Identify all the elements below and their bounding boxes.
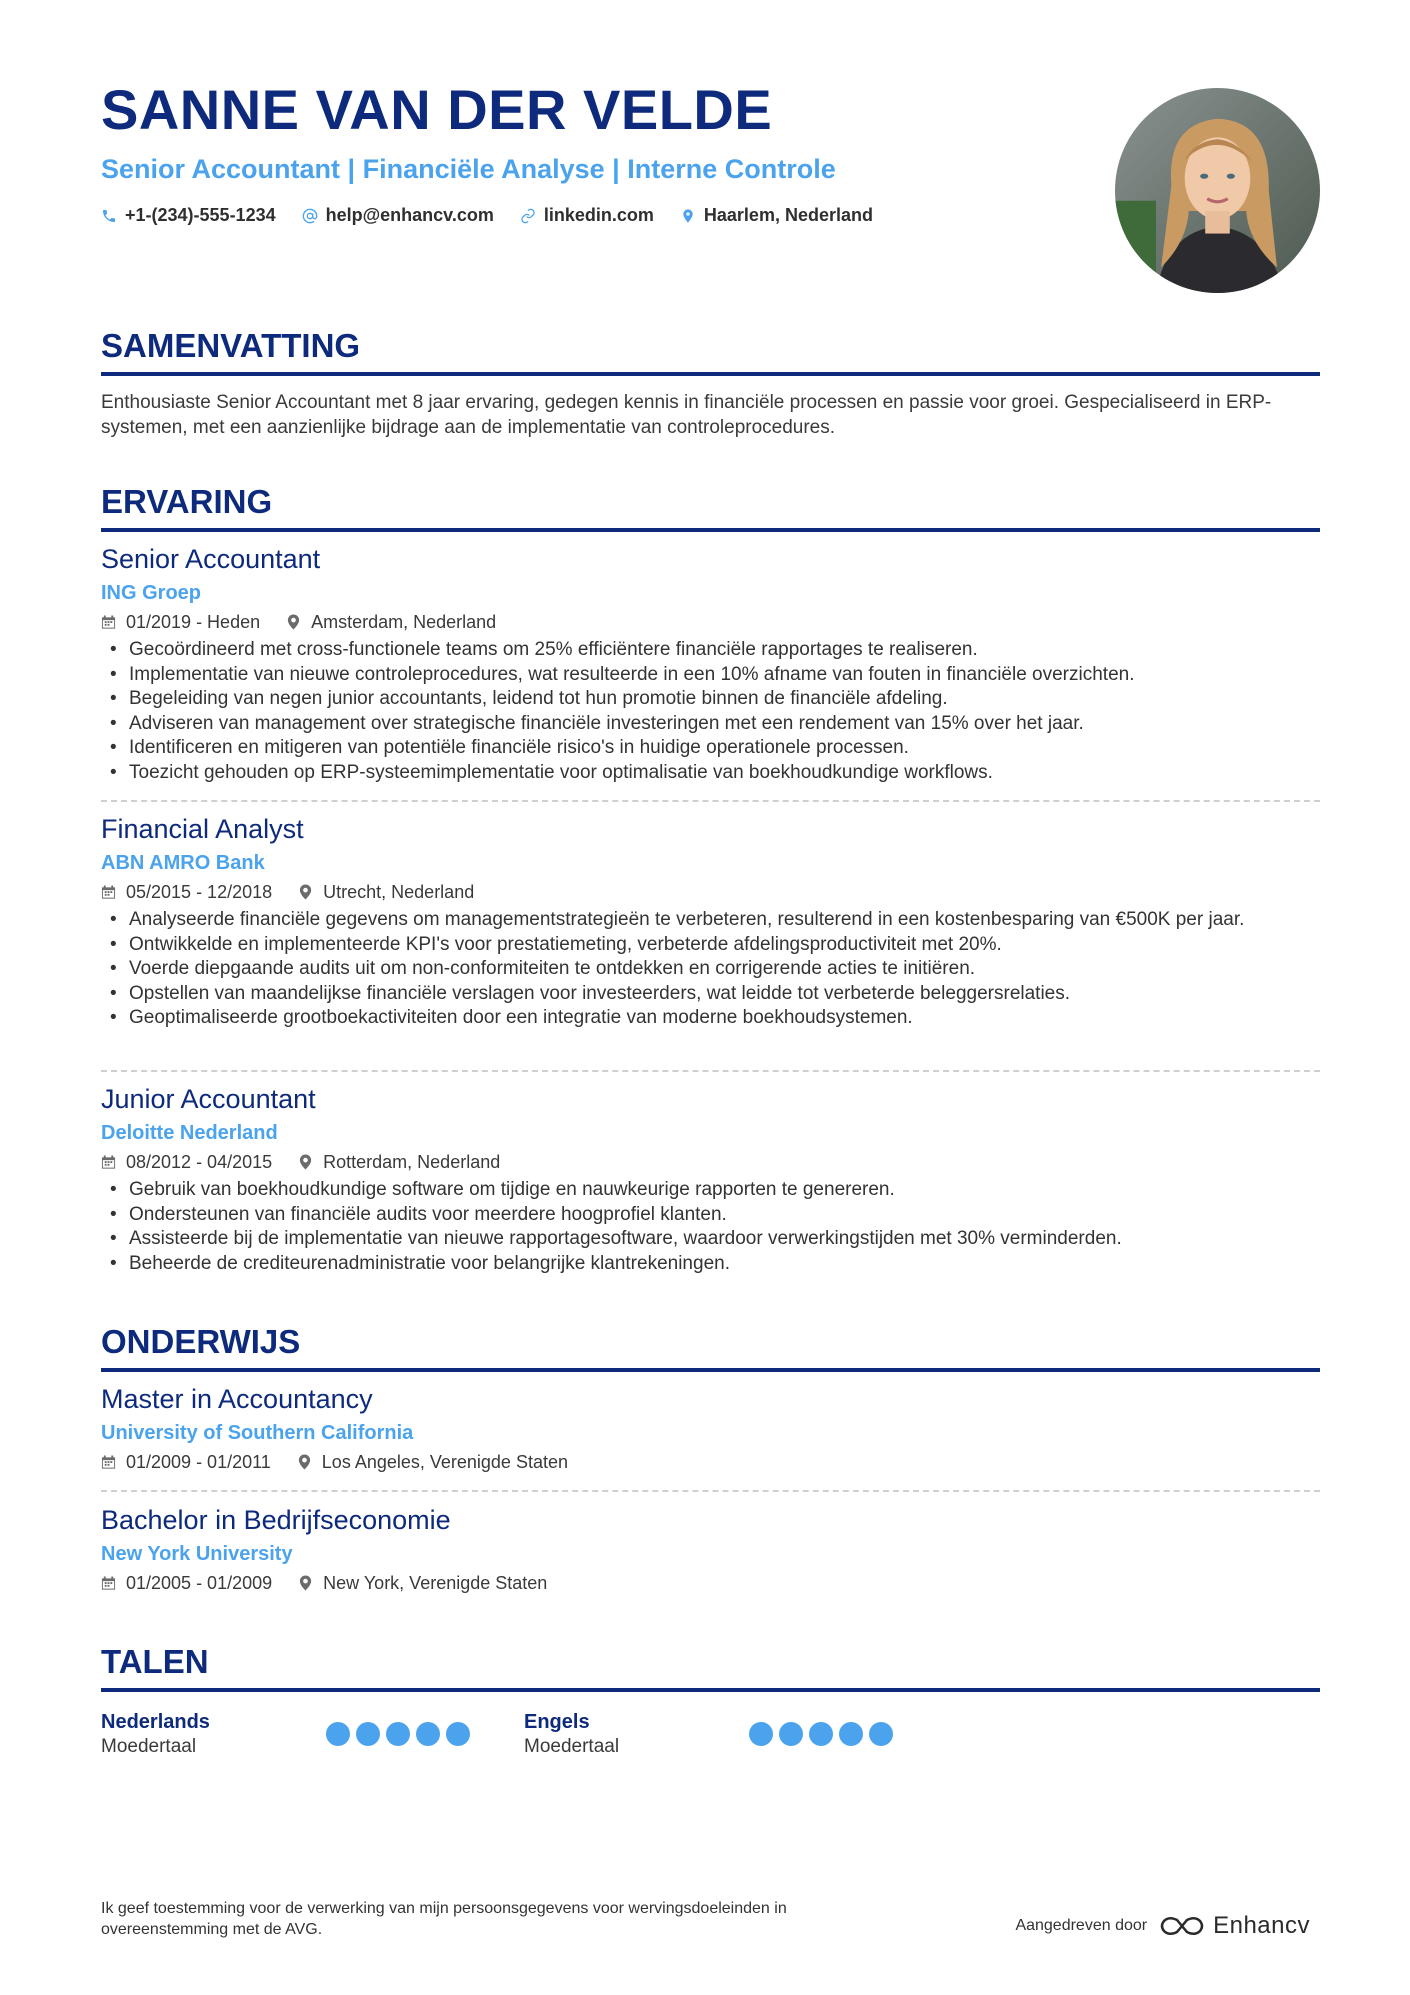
language-item	[524, 1710, 924, 1760]
dates-text: 01/2019 - Heden	[126, 612, 261, 632]
education-entry	[101, 1382, 1320, 1474]
summary-text: Enthousiaste Senior Accountant met 8 jaar ervaring, gedegen kennis in financiële processen en passie voor groei. Gespecialiseerd in ERP-systemen, met een aanzienlijke bijdrage aan de implementatie van controleprocedures.	[101, 392, 1272, 438]
location-text: Haarlem, Nederland	[703, 205, 873, 225]
location-pin-icon	[297, 1454, 312, 1470]
entry-dates	[101, 1571, 272, 1595]
contact-bar	[101, 205, 873, 226]
achievement-item: • Implementatie van nieuwe controleprocedures, wat resulteerde in een 10% afname van fouten in financiële overzichten.	[101, 663, 1320, 688]
phone-icon	[101, 208, 117, 224]
entry-meta	[101, 1150, 1320, 1174]
job-title: Senior Accountant	[101, 544, 321, 574]
calendar-icon	[101, 1575, 116, 1591]
achievement-item: • Adviseren van management over strategische financiële investeringen met een rendement van 15% over het jaar.	[101, 712, 1320, 737]
achievement-item: • Assisteerde bij de implementatie van nieuwe rapportagesoftware, waardoor verwerkingstijden met 30% verminderden.	[101, 1227, 1320, 1252]
achievement-item: • Gebruik van boekhoudkundige software om tijdige en nauwkeurige rapporten te genereren.	[101, 1178, 1320, 1203]
company-name: ING Groep	[101, 582, 202, 604]
location-text: New York, Verenigde Staten	[323, 1573, 548, 1593]
achievement-item: • Analyseerde financiële gegevens om managementstrategieën te verbeteren, resulterend in een kostenbesparing van €500K per jaar.	[101, 908, 1320, 933]
contact-phone[interactable]	[101, 205, 276, 226]
contact-linkedin[interactable]	[520, 205, 654, 226]
contact-email[interactable]	[302, 205, 494, 226]
powered-by-label: Aangedreven door	[1015, 1917, 1148, 1934]
achievement-list	[101, 908, 1320, 1031]
company-name: ABN AMRO Bank	[101, 852, 265, 874]
language-name: Engels	[524, 1711, 590, 1733]
profile-photo	[1115, 88, 1320, 293]
entry-dates	[101, 1450, 271, 1474]
achievement-list	[101, 1178, 1320, 1276]
language-rating	[326, 1722, 470, 1746]
dates-text: 05/2015 - 12/2018	[126, 882, 273, 902]
location-pin-icon	[298, 1154, 313, 1170]
language-level: Moedertaal	[101, 1736, 197, 1757]
location-text: Amsterdam, Nederland	[311, 612, 497, 632]
entry-dates	[101, 1150, 272, 1174]
achievement-item: • Ontwikkelde en implementeerde KPI's voor prestatiemeting, verbeterde afdelingsproductiviteit met 20%.	[101, 933, 1320, 958]
entry-location	[298, 1571, 547, 1595]
rating-dot	[809, 1722, 833, 1746]
section-title-summary: SAMENVATTING	[101, 326, 1320, 376]
email-text: help@enhancv.com	[325, 205, 494, 225]
powered-by	[1015, 1912, 1310, 1940]
entry-location	[286, 610, 496, 634]
achievement-item: • Ondersteunen van financiële audits voor meerdere hoogprofiel klanten.	[101, 1203, 1320, 1228]
rating-dot	[446, 1722, 470, 1746]
language-name: Nederlands	[101, 1711, 210, 1733]
location-pin-icon	[298, 884, 313, 900]
entry-meta	[101, 880, 1320, 904]
achievement-item: • Identificeren en mitigeren van potentiële financiële risico's in huidige operationele processen.	[101, 736, 1320, 761]
at-sign-icon	[302, 208, 318, 224]
link-icon	[520, 208, 536, 224]
enhancv-logo[interactable]	[1159, 1912, 1310, 1940]
phone-text: +1-(234)-555-1234	[125, 205, 276, 225]
company-name: Deloitte Nederland	[101, 1122, 278, 1144]
avatar-image	[1115, 88, 1320, 293]
gdpr-consent-text: Ik geef toestemming voor de verwerking van mijn persoonsgegevens voor wervingsdoeleinden in overeenstemming met de AVG.	[101, 1900, 787, 1938]
degree-title: Bachelor in Bedrijfseconomie	[101, 1505, 451, 1535]
achievement-item: • Toezicht gehouden op ERP-systeemimplementatie voor optimalisatie van boekhoudkundige workflows.	[101, 761, 1320, 786]
enhancv-logo-icon	[1159, 1914, 1205, 1938]
entry-divider	[101, 1070, 1320, 1072]
location-text: Los Angeles, Verenigde Staten	[321, 1452, 568, 1472]
rating-dot	[326, 1722, 350, 1746]
achievement-item: • Beheerde de crediteurenadministratie voor belangrijke klantrekeningen.	[101, 1252, 1320, 1277]
rating-dot	[749, 1722, 773, 1746]
language-level: Moedertaal	[524, 1736, 620, 1757]
experience-entry	[101, 542, 1320, 785]
rating-dot	[869, 1722, 893, 1746]
entry-meta	[101, 610, 1320, 634]
rating-dot	[779, 1722, 803, 1746]
section-title-languages: TALEN	[101, 1642, 1320, 1692]
language-item	[101, 1710, 501, 1760]
linkedin-text: linkedin.com	[543, 205, 654, 225]
location-pin-icon	[298, 1575, 313, 1591]
location-pin-icon	[286, 614, 301, 630]
dates-text: 01/2005 - 01/2009	[126, 1573, 273, 1593]
calendar-icon	[101, 614, 116, 630]
rating-dot	[356, 1722, 380, 1746]
achievement-item: • Voerde diepgaande audits uit om non-conformiteiten te ontdekken en corrigerende acties te initiëren.	[101, 957, 1320, 982]
entry-divider	[101, 800, 1320, 802]
calendar-icon	[101, 1154, 116, 1170]
achievement-item: • Geoptimaliseerde grootboekactiviteiten door een integratie van moderne boekhoudsystemen.	[101, 1006, 1320, 1031]
job-title: Junior Accountant	[101, 1084, 316, 1114]
achievement-item: • Gecoördineerd met cross-functionele teams om 25% efficiëntere financiële rapportages te realiseren.	[101, 638, 1320, 663]
entry-dates	[101, 610, 260, 634]
location-text: Rotterdam, Nederland	[323, 1152, 501, 1172]
education-entry	[101, 1503, 1320, 1595]
language-rating	[749, 1722, 893, 1746]
headline: Senior Accountant | Financiële Analyse | Interne Controle	[101, 154, 836, 184]
rating-dot	[386, 1722, 410, 1746]
entry-divider	[101, 1490, 1320, 1492]
contact-location	[680, 205, 873, 226]
entry-location	[297, 1450, 568, 1474]
entry-meta	[101, 1450, 1320, 1474]
location-text: Utrecht, Nederland	[323, 882, 475, 902]
calendar-icon	[101, 884, 116, 900]
experience-entry	[101, 812, 1320, 1031]
achievement-item: • Begeleiding van negen junior accountants, leidend tot hun promotie binnen de financiële afdeling.	[101, 687, 1320, 712]
entry-location	[298, 1150, 500, 1174]
achievement-item: • Opstellen van maandelijkse financiële verslagen voor investeerders, wat leidde tot verbeterde beleggersrelaties.	[101, 982, 1320, 1007]
section-title-education: ONDERWIJS	[101, 1322, 1320, 1372]
experience-entry	[101, 1082, 1320, 1276]
location-pin-icon	[680, 208, 696, 224]
brand-name: Enhancv	[1213, 1912, 1310, 1939]
section-title-experience: ERVARING	[101, 482, 1320, 532]
achievement-list	[101, 638, 1320, 785]
candidate-name: SANNE VAN DER VELDE	[101, 78, 773, 141]
entry-dates	[101, 880, 272, 904]
calendar-icon	[101, 1454, 116, 1470]
entry-meta	[101, 1571, 1320, 1595]
resume-page	[101, 0, 1320, 1995]
rating-dot	[416, 1722, 440, 1746]
degree-title: Master in Accountancy	[101, 1384, 373, 1414]
school-name: New York University	[101, 1543, 293, 1565]
school-name: University of Southern California	[101, 1422, 414, 1444]
dates-text: 01/2009 - 01/2011	[126, 1452, 271, 1472]
rating-dot	[839, 1722, 863, 1746]
entry-location	[298, 880, 474, 904]
job-title: Financial Analyst	[101, 814, 304, 844]
dates-text: 08/2012 - 04/2015	[126, 1152, 273, 1172]
